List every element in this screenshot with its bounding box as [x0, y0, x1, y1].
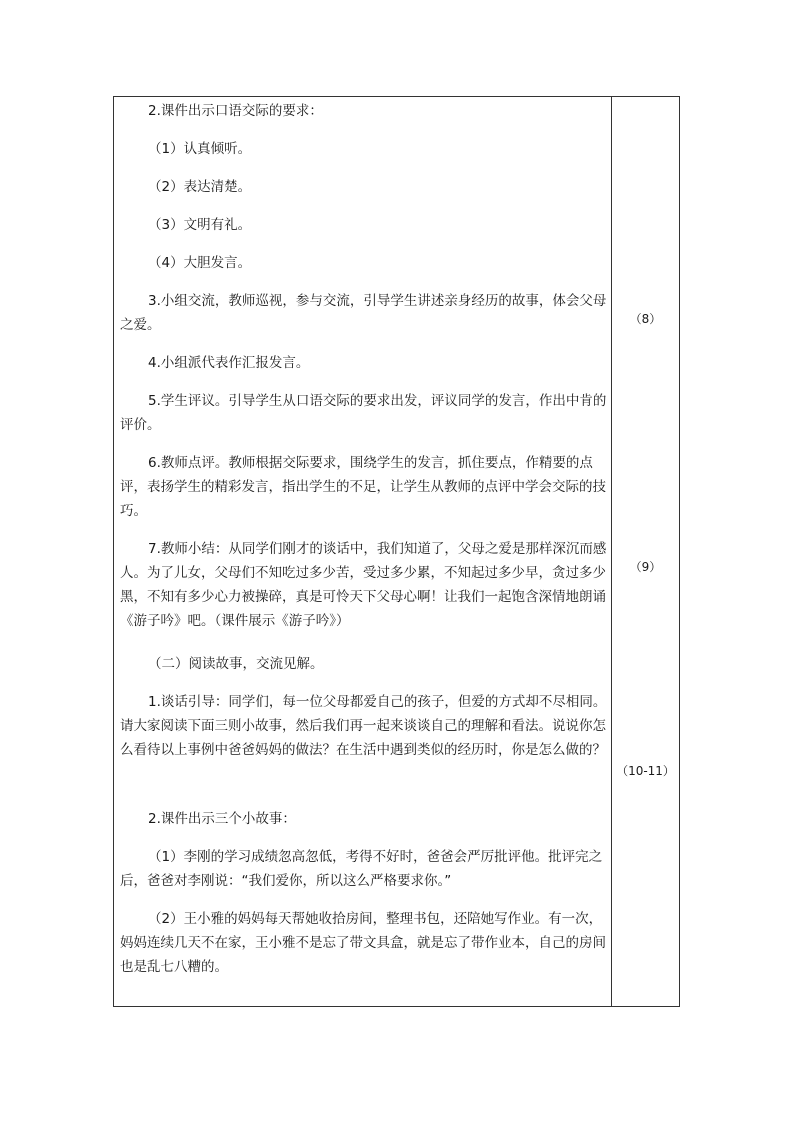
lesson-table	[113, 96, 680, 1007]
paragraph: 7.教师小结：从同学们刚才的谈话中，我们知道了，父母之爱是那样深沉而感人。为了儿女，父母们不知吃过多少苦，受过多少累，不知起过多少早，贪过多少黑，不知有多少心力被操碎，真是可怜天下父母心啊！让我们一起饱含深情地朗诵《游子吟》吧。（课件展示《游子吟》）	[120, 541, 607, 629]
paragraph: （2）王小雅的妈妈每天帮她收拾房间，整理书包，还陪她写作业。有一次，妈妈连续几天不在家，王小雅不是忘了带文具盒，就是忘了带作业本，自己的房间也是乱七八糟的。	[120, 911, 606, 975]
paragraph: （3）文明有礼。	[148, 217, 252, 233]
paragraph: 2.课件出示口语交际的要求：	[148, 103, 323, 119]
paragraph: （2）表达清楚。	[148, 179, 252, 195]
content-cell	[114, 97, 611, 1006]
time-cell	[612, 97, 679, 1006]
paragraph: 6.教师点评。教师根据交际要求，围绕学生的发言，抓住要点，作精要的点评，表扬学生的精彩发言，指出学生的不足，让学生从教师的点评中学会交际的技巧。	[120, 455, 606, 519]
time-label: （10-11）	[616, 764, 675, 778]
paragraph: （1）李刚的学习成绩忽高忽低，考得不好时，爸爸会严厉批评他。批评完之后，爸爸对李刚说：“我们爱你，所以这么严格要求你。”	[120, 849, 603, 889]
time-label: （8）	[629, 312, 662, 326]
paragraph: 5.学生评议。引导学生从口语交际的要求出发，评议同学的发言，作出中肯的评价。	[120, 393, 607, 433]
paragraph: （1）认真倾听。	[148, 141, 252, 157]
time-label: （9）	[629, 560, 662, 574]
paragraph: 3.小组交流，教师巡视，参与交流，引导学生讲述亲身经历的故事，体会父母之爱。	[120, 293, 607, 333]
paragraph: 1.谈话引导：同学们，每一位父母都爱自己的孩子，但爱的方式却不尽相同。请大家阅读下面三则小故事，然后我们再一起来谈谈自己的理解和看法。说说你怎么看待以上事例中爸爸妈妈的做法？在生活中遇到类似的经历时，你是怎么做的？	[120, 694, 607, 758]
paragraph: 2.课件出示三个小故事：	[148, 811, 296, 827]
paragraph: （4）大胆发言。	[148, 255, 252, 271]
paragraph: 4.小组派代表作汇报发言。	[148, 355, 310, 371]
paragraph: （二）阅读故事，交流见解。	[148, 656, 324, 672]
